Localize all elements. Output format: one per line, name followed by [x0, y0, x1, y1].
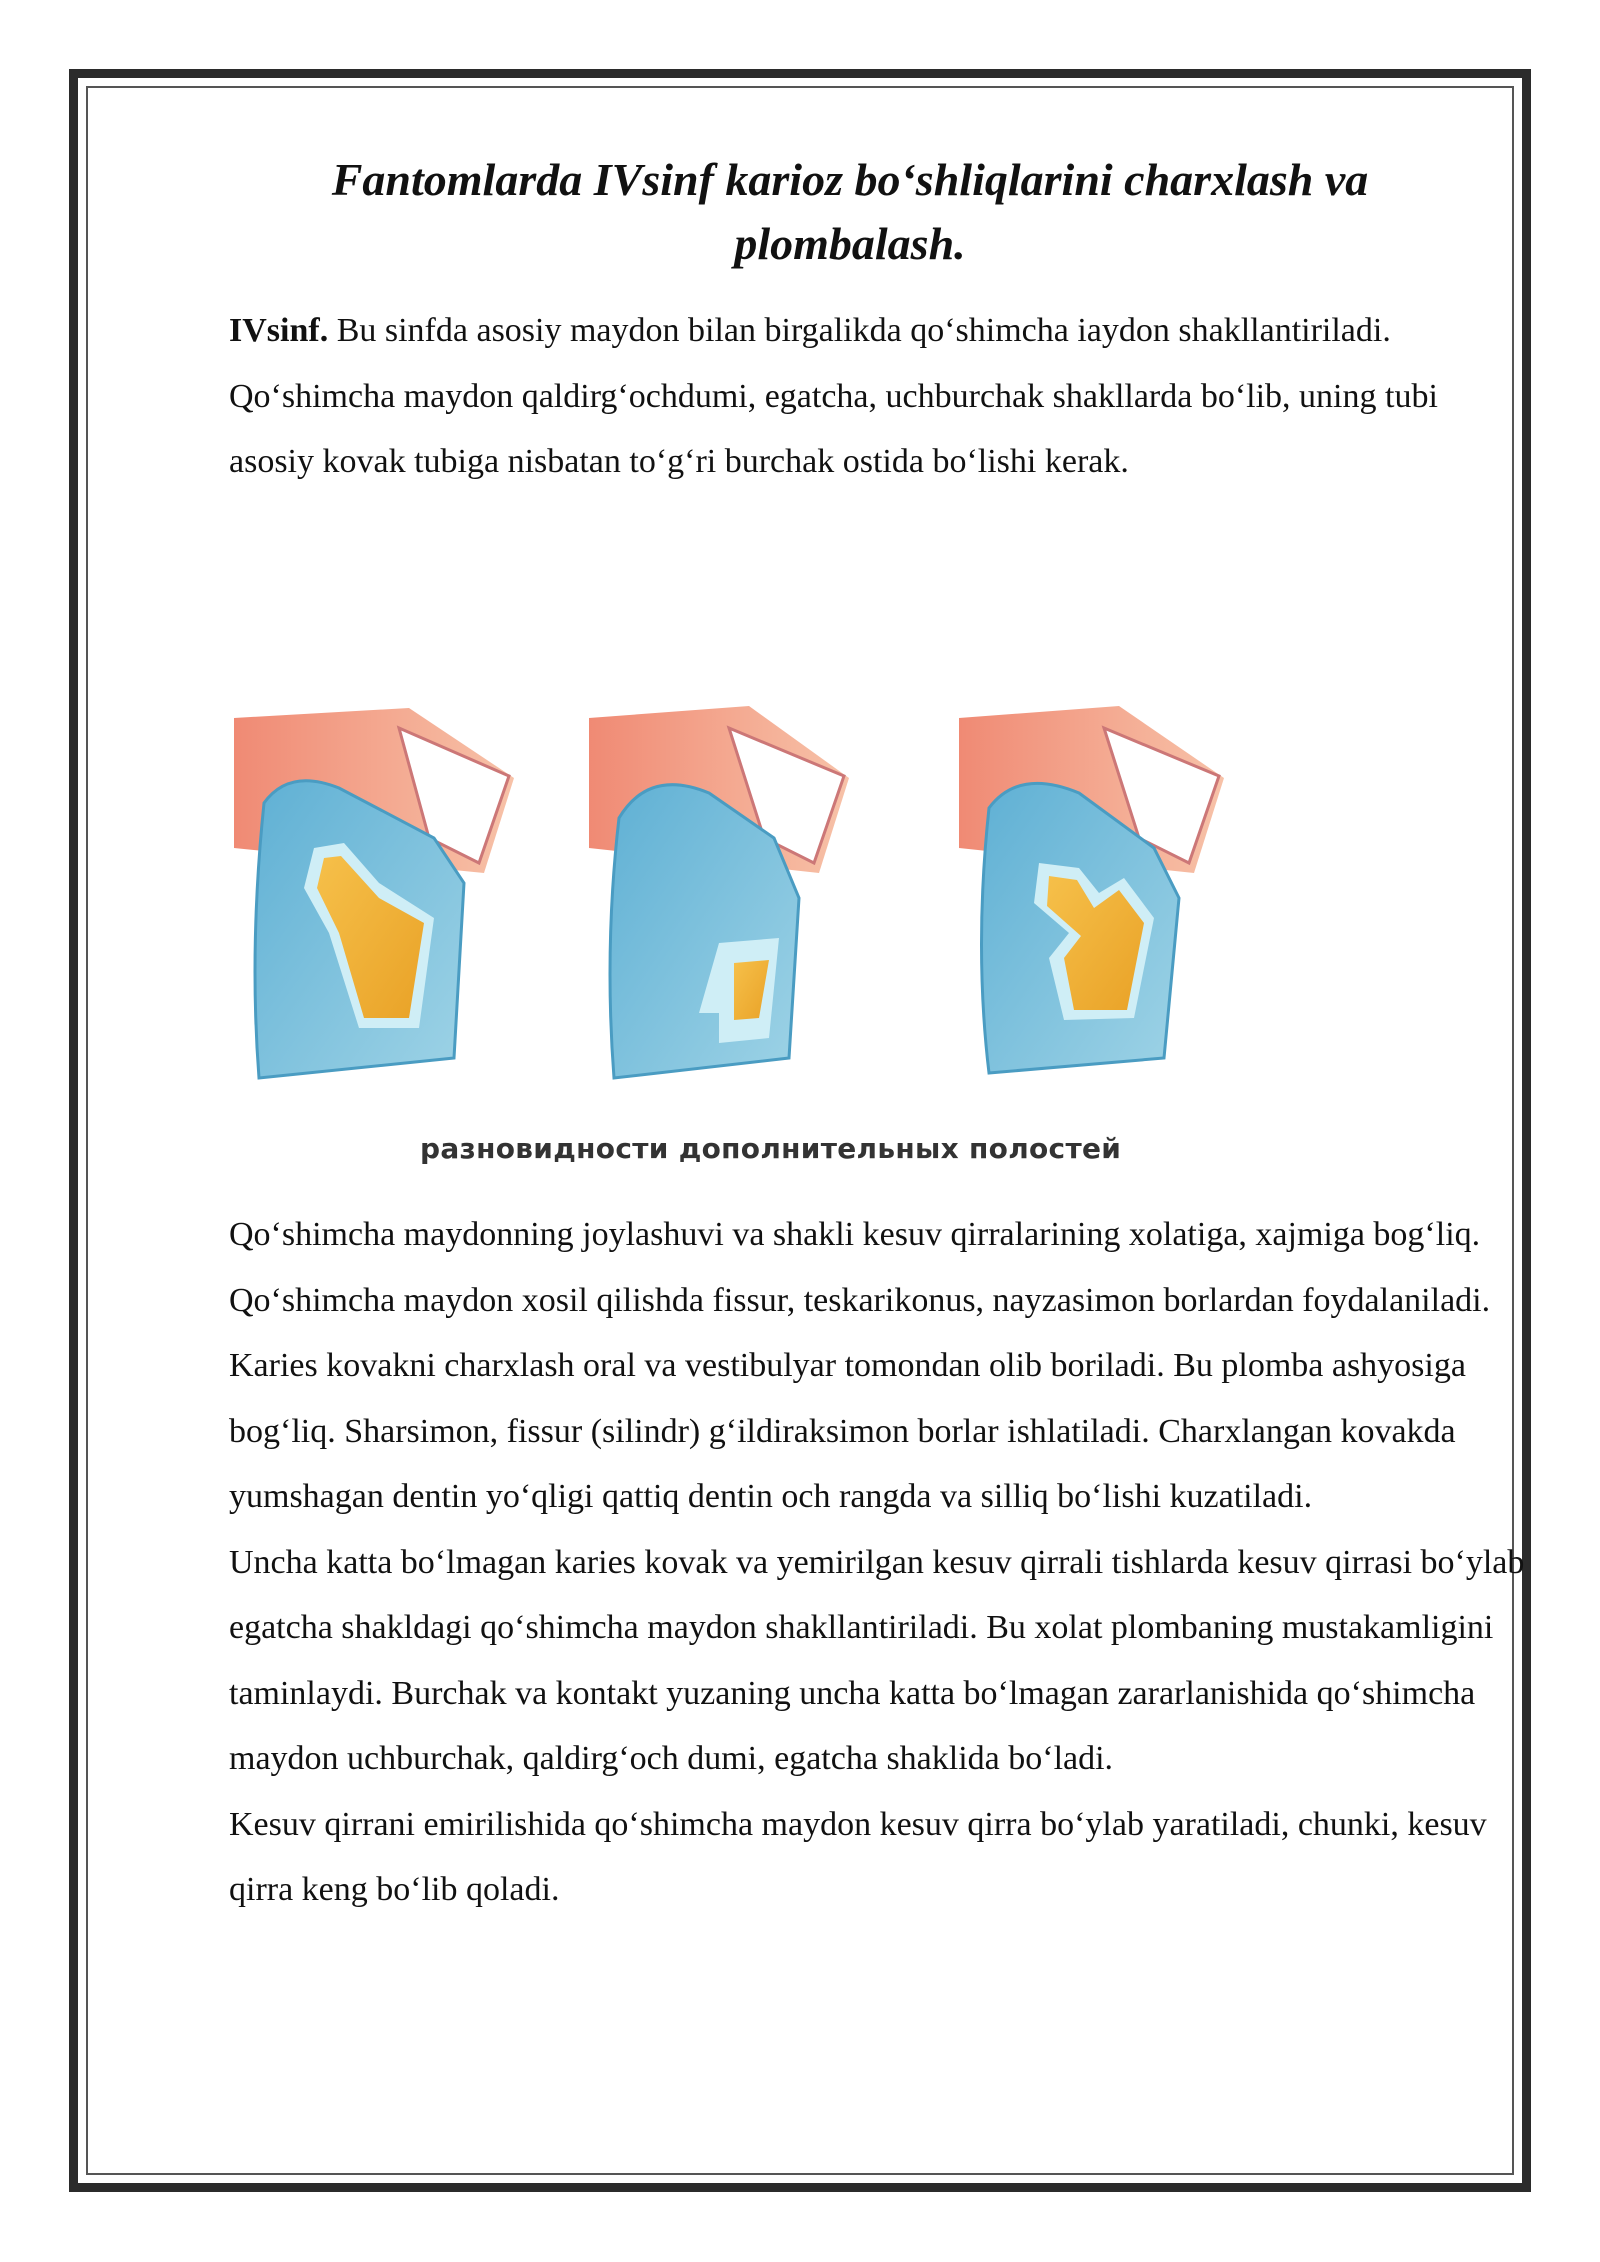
intro-paragraph — [229, 298, 1479, 495]
page-title — [230, 148, 1470, 276]
tooth-1 — [234, 708, 514, 1078]
paragraph-3: Uncha katta bo‘lmagan karies kovak va yemirilgan kesuv qirrali tishlarda kesuv qirrasi bo‘ylab egatcha shakldagi qo‘shimcha maydon shakllantiriladi. Bu xolat plombaning mustakamligini taminlaydi. Burchak va kontakt yuzaning uncha katta bo‘lmagan zararlanishida qo‘shimcha maydon uchburchak, qaldirg‘och dumi, egatcha shaklida bo‘ladi. — [229, 1543, 1525, 1777]
tooth-cavity-illustration — [229, 698, 1289, 1178]
title-line-1: Fantomlarda IVsinf karioz bo‘shliqlarini charxlash va — [331, 154, 1369, 205]
intro-lead: IVsinf. — [229, 312, 329, 349]
tooth-3 — [959, 706, 1224, 1073]
paragraph-4: Kesuv qirrani emirilishida qo‘shimcha maydon kesuv qirra bo‘ylab yaratiladi, chunki, kesuv qirra keng bo‘lib qoladi. — [229, 1805, 1487, 1908]
paragraph-2: Karies kovakni charxlash oral va vestibulyar tomondan olib boriladi. Bu plomba ashyosiga bog‘liq. Sharsimon, fissur (silindr) g‘ildiraksimon borlar ishlatiladi. Charxlangan kovakda yumshagan dentin yo‘qligi qattiq dentin och rangda va silliq bo‘lishi kuzatiladi. — [229, 1347, 1466, 1515]
figure-caption: разновидности дополнительных полостей — [420, 1132, 1122, 1165]
intro-text: Bu sinfda asosiy maydon bilan birgalikda qo‘shimcha iaydon shakllantiriladi. Qo‘shimcha maydon qaldirg‘ochdumi, egatcha, uchburchak shakllarda bo‘lib, uning tubi asosiy kovak tubiga nisbatan to‘g‘ri burchak ostida bo‘lishi kerak. — [229, 312, 1438, 480]
paragraph-1: Qo‘shimcha maydonning joylashuvi va shakli kesuv qirralarining xolatiga, xajmiga bog‘liq. Qo‘shimcha maydon xosil qilishda fissur, teskarikonus, nayzasimon borlardan foydalaniladi. — [229, 1216, 1491, 1319]
body-text — [229, 1202, 1529, 1923]
title-line-2: plombalash. — [734, 218, 966, 269]
tooth-2 — [589, 706, 849, 1078]
